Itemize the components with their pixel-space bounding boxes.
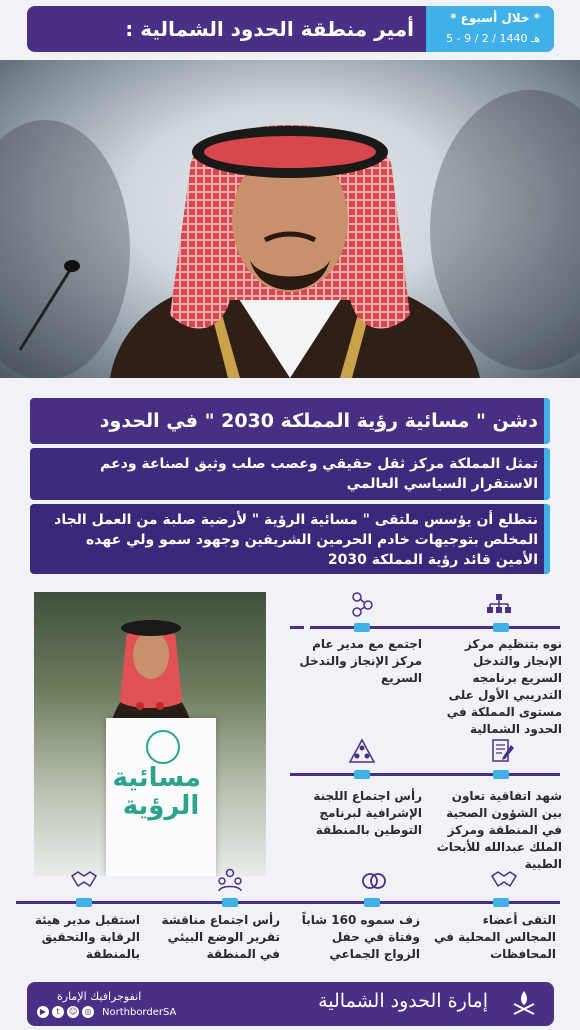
timeline-line: [290, 626, 304, 629]
box-accent: [544, 448, 550, 500]
timeline-marker: [493, 898, 509, 907]
statement-box: [30, 448, 550, 500]
header-bar: [27, 6, 554, 52]
timeline-marker: [76, 898, 92, 907]
timeline-line: [290, 773, 560, 776]
timeline-marker: [493, 623, 509, 632]
vision-emblem-icon: [146, 730, 180, 764]
week-label: * خلال أسبوع *: [450, 11, 540, 25]
timeline-item: التقى أعضاء المجالس المحلية في المحافظات: [433, 913, 556, 961]
aspiration-text: نتطلع أن يؤسس ملتقى " مسائية الرؤية " لأرضية صلبة من العمل الجاد المخلص بتوجيهات خادم الحرمين الشريفين وجهود سمو ولي عهده الأمين قائد رؤية المملكة 2030: [54, 512, 538, 568]
footer-logo-text: إمارة الحدود الشمالية: [318, 990, 488, 1012]
youtube-icon[interactable]: ▶: [37, 1006, 49, 1018]
timeline-marker: [354, 770, 370, 779]
instagram-icon[interactable]: ◎: [82, 1006, 94, 1018]
date-badge: [426, 6, 554, 52]
timeline-item: نوه بتنظيم مركز الإنجاز والتدخل السريع برنامجه التدريبي الأول على مستوى المملكة في الحدود الشمالية: [446, 637, 562, 736]
headline-text: دشن " مسائية رؤية المملكة 2030 " في الحدود: [99, 410, 538, 432]
timeline-item: رأس اجتماع اللجنة الإشرافية لبرنامج التوطين بالمنطقة: [313, 789, 422, 837]
timeline-marker: [364, 898, 380, 907]
timeline-marker: [354, 623, 370, 632]
saudi-emblem-icon: [508, 988, 540, 1020]
timeline-item: زف سموه 160 شاباً وفتاة في حفل الزواج الجماعي: [301, 913, 420, 961]
statement-text: تمثل المملكة مركز ثقل حقيقي وعصب صلب وثيق لصناعة ودعم الاستقرار السياسي العالمي: [100, 456, 538, 492]
timeline-item: رأس اجتماع مناقشة تقرير الوضع البيئي في المنطقة: [161, 913, 280, 961]
footer-caption: انفوجرافيك الإمارة: [57, 990, 142, 1003]
box-accent: [544, 504, 550, 574]
timeline-line: [16, 901, 560, 904]
headline-box: [30, 398, 550, 444]
timeline-line: [310, 626, 560, 629]
timeline-marker: [493, 770, 509, 779]
podium-logo: مسائية الرؤية: [112, 763, 201, 821]
handshake-icon: [70, 866, 98, 894]
timeline-marker: [222, 898, 238, 907]
timeline-item: اجتمع مع مدير عام مركز الإنجاز والتدخل السريع: [299, 637, 422, 685]
group-icon: [216, 866, 244, 894]
social-handle[interactable]: NorthborderSA: [102, 1007, 177, 1018]
timeline-item: استقبل مدير هيئة الرقابة والتحقيق بالمنطقة: [34, 913, 140, 961]
box-accent: [544, 398, 550, 444]
pyramid-people-icon: [348, 737, 376, 765]
snapchat-icon[interactable]: ☺: [68, 1007, 78, 1016]
aspiration-box: [30, 504, 550, 574]
people-network-icon: [348, 590, 376, 618]
org-chart-icon: [485, 592, 513, 620]
prince-portrait: [0, 60, 580, 378]
footer-bar: [27, 982, 554, 1026]
handshake-icon: [490, 866, 518, 894]
timeline-item: شهد اتفاقية تعاون بين الشؤون الصحية في المنطقة ومركز الملك عبدالله للأبحاث الطبية: [436, 789, 562, 871]
document-pen-icon: [489, 737, 517, 765]
rings-icon: [360, 866, 388, 894]
podium: [106, 718, 216, 876]
twitter-icon[interactable]: t: [52, 1006, 64, 1018]
podium-photo: [34, 592, 266, 876]
page-title: أمير منطقة الحدود الشمالية :: [125, 17, 414, 41]
date-label: 5 - 9 / 2 / 1440 هـ: [446, 32, 540, 45]
hero-photo: [0, 60, 580, 378]
